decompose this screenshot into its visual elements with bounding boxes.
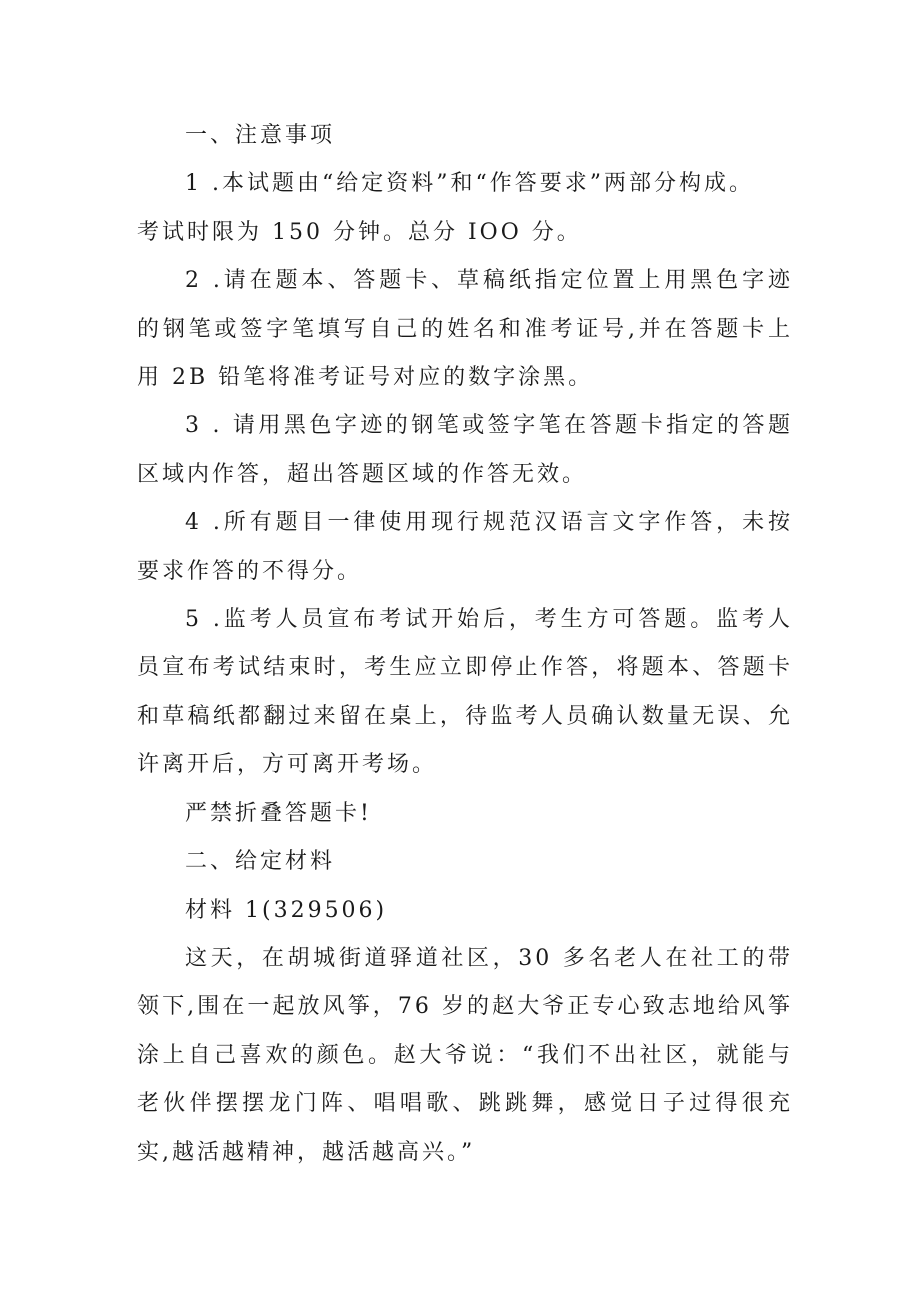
warning-text: 严禁折叠答题卡! (185, 800, 372, 826)
notice-item-2: 2 .请在题本、答题卡、草稿纸指定位置上用黑色字迹的钢笔或签字笔填写自己的姓名和准考证号,并在答题卡上用 2B 铅笔将准考证号对应的数字涂黑。 (137, 268, 793, 391)
material-paragraph: 这天，在胡城街道驿道社区，30 多名老人在社工的带领下,围在一起放风筝，76 岁的赵大爷正专心致志地给风筝涂上自己喜欢的颜色。赵大爷说：“我们不出社区，就能与老伙伴摆摆龙门阵、唱唱歌、跳跳舞，感觉日子过得很充实,越活越精神，越活越高兴。” (137, 945, 793, 1165)
section1-heading: 一、注意事项 (185, 123, 336, 148)
section2-heading: 二、给定材料 (185, 849, 336, 875)
notice-item-1-continued: 考试时限为 150 分钟。总分 IOO 分。 (137, 219, 582, 245)
notice-item-1: 1 .本试题由“给定资料”和“作答要求”两部分构成。 (185, 171, 754, 197)
material-label: 材料 1(329506) (185, 897, 388, 923)
notice-item-3: 3 . 请用黑色字迹的钢笔或签字笔在答题卡指定的答题区域内作答，超出答题区域的作答无效。 (137, 413, 793, 487)
document-body (137, 112, 793, 1177)
notice-item-4: 4 .所有题目一律使用现行规范汉语言文字作答，未按要求作答的不得分。 (137, 510, 793, 584)
notice-item-5: 5 .监考人员宣布考试开始后，考生方可答题。监考人员宣布考试结束时，考生应立即停止作答，将题本、答题卡和草稿纸都翻过来留在桌上，待监考人员确认数量无误、允许离开后，方可离开考场。 (137, 607, 793, 778)
